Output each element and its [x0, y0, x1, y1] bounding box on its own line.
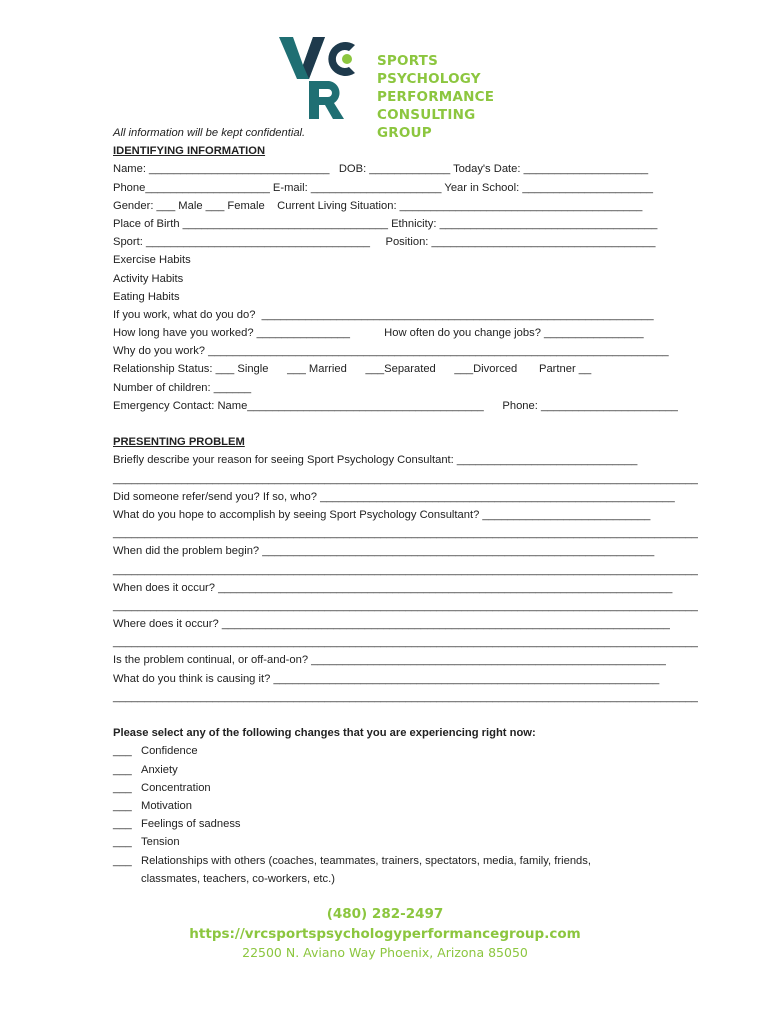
form-line-problem-where[interactable]: Where does it occur? ________________________________________________________________________ — [113, 618, 670, 631]
identifying-section — [113, 160, 678, 415]
vcr-logo-mark-icon — [279, 37, 371, 121]
form-line-exercise: Exercise Habits — [113, 254, 191, 267]
form-line-blank[interactable]: ______________________________________________________________________________________________ — [113, 472, 698, 485]
form-line-problem-when[interactable]: When does it occur? _________________________________________________________________________ — [113, 581, 673, 594]
change-item-concentration[interactable] — [113, 779, 658, 797]
change-label: Anxiety — [141, 763, 178, 776]
form-line-goals[interactable]: What do you hope to accomplish by seeing Sport Psychology Consultant? ___________________________ — [113, 508, 651, 521]
logo-line-3: CONSULTING GROUP — [377, 107, 476, 141]
form-line-activity: Activity Habits — [113, 272, 184, 285]
change-item-tension[interactable] — [113, 833, 658, 851]
logo — [279, 37, 509, 141]
confidential-note: All information will be kept confidential. — [113, 127, 306, 139]
form-line-name[interactable]: Name: _____________________________ DOB: _____________ Today's Date: ____________________ — [113, 163, 649, 176]
form-line-sport[interactable]: Sport: ____________________________________ Position: ____________________________________ — [113, 236, 656, 249]
change-label: Relationships with others (coaches, teammates, trainers, spectators, media, family, friends, — [141, 854, 591, 867]
spacer — [113, 415, 658, 433]
footer-website-link[interactable]: https://vrcsportspsychologyperformancegroup.com — [189, 926, 581, 942]
check-blank[interactable]: ___ — [113, 854, 132, 867]
form-line-work-duration[interactable]: How long have you worked? _______________ How often do you change jobs? ________________ — [113, 327, 644, 340]
form-line-reason[interactable]: Briefly describe your reason for seeing Sport Psychology Consultant: _____________________________ — [113, 454, 638, 467]
form-line-blank[interactable]: ______________________________________________________________________________________________ — [113, 636, 698, 649]
identifying-heading: IDENTIFYING INFORMATION — [113, 145, 266, 158]
form-line-blank[interactable]: ______________________________________________________________________________________________ — [113, 690, 698, 703]
change-label: Tension — [141, 836, 180, 849]
form-line-birthplace[interactable]: Place of Birth _________________________________ Ethnicity: ___________________________________ — [113, 217, 658, 230]
form-line-eating: Eating Habits — [113, 290, 180, 303]
form-line-relationship[interactable]: Relationship Status: ___ Single ___ Married ___Separated ___Divorced Partner __ — [113, 363, 592, 376]
change-label: Motivation — [141, 799, 192, 812]
check-blank[interactable]: ___ — [113, 836, 132, 849]
form-line-blank[interactable]: ______________________________________________________________________________________________ — [113, 599, 698, 612]
form-line-blank[interactable]: ______________________________________________________________________________________________ — [113, 563, 698, 576]
form-line-referral[interactable]: Did someone refer/send you? If so, who? _________________________________________________________ — [113, 490, 675, 503]
check-blank[interactable]: ___ — [113, 818, 132, 831]
change-item-motivation[interactable] — [113, 797, 658, 815]
form-line-children[interactable]: Number of children: ______ — [113, 381, 252, 394]
form-line-why-work[interactable]: Why do you work? __________________________________________________________________________ — [113, 345, 669, 358]
logo-line-2: PERFORMANCE — [377, 89, 495, 105]
change-item-anxiety[interactable] — [113, 761, 658, 779]
footer — [0, 904, 770, 962]
form-line-blank[interactable]: ______________________________________________________________________________________________ — [113, 527, 698, 540]
form-line-continual[interactable]: Is the problem continual, or off-and-on? _________________________________________________________ — [113, 654, 666, 667]
check-blank[interactable]: ___ — [113, 763, 132, 776]
form-line-work[interactable]: If you work, what do you do? _______________________________________________________________ — [113, 308, 654, 321]
intake-form — [113, 124, 698, 888]
check-blank[interactable]: ___ — [113, 799, 132, 812]
form-line-emergency[interactable]: Emergency Contact: Name______________________________________ Phone: ______________________ — [113, 399, 678, 412]
check-blank[interactable]: ___ — [113, 781, 132, 794]
check-blank[interactable]: ___ — [113, 745, 132, 758]
change-label: Concentration — [141, 781, 211, 794]
change-item-relationships[interactable] — [113, 852, 658, 870]
form-line-gender[interactable]: Gender: ___ Male ___ Female Current Living Situation: _______________________________________ — [113, 199, 643, 212]
change-label: Feelings of sadness — [141, 818, 241, 831]
change-label: Confidence — [141, 745, 198, 758]
footer-phone[interactable]: (480) 282-2497 — [326, 906, 444, 922]
form-line-problem-begin[interactable]: When did the problem begin? _______________________________________________________________ — [113, 545, 655, 558]
change-item-confidence[interactable] — [113, 742, 658, 760]
form-line-cause[interactable]: What do you think is causing it? ______________________________________________________________ — [113, 672, 660, 685]
changes-heading: Please select any of the following changes that you are experiencing right now: — [113, 727, 536, 740]
presenting-section — [113, 451, 698, 706]
change-item-sadness[interactable] — [113, 815, 658, 833]
spacer — [113, 706, 658, 724]
form-line-phone[interactable]: Phone____________________ E-mail: _____________________ Year in School: _____________________ — [113, 181, 653, 194]
footer-address: 22500 N. Aviano Way Phoenix, Arizona 85050 — [242, 945, 528, 960]
change-item-relationships-continued: classmates, teachers, co-workers, etc.) — [141, 872, 335, 885]
logo-line-1: SPORTS PSYCHOLOGY — [377, 53, 481, 87]
presenting-heading: PRESENTING PROBLEM — [113, 436, 245, 449]
changes-list — [113, 742, 658, 888]
